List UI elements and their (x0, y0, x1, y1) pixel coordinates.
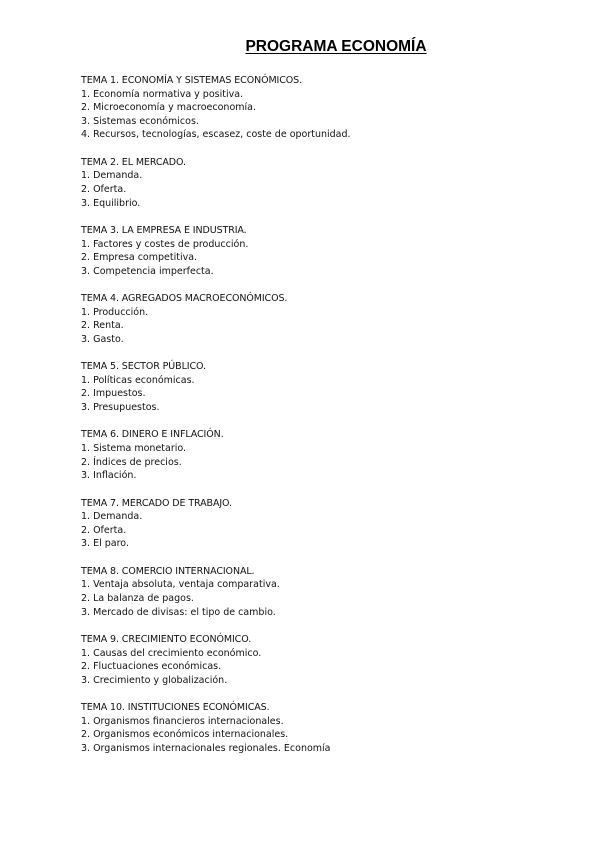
tema-item: 2. Oferta. (81, 524, 127, 536)
tema-section (81, 428, 581, 482)
tema-section (81, 156, 581, 210)
tema-title: TEMA 9. CRECIMIENTO ECONÓMICO. (81, 633, 252, 645)
tema-item: 3. Mercado de divisas: el tipo de cambio. (81, 606, 276, 618)
tema-title: TEMA 4. AGREGADOS MACROECONÓMICOS. (81, 293, 288, 305)
tema-item: 2. Oferta. (81, 183, 127, 195)
tema-item: 2. Impuestos. (81, 388, 146, 400)
tema-item: 1. Organismos financieros internacionales. (81, 715, 284, 727)
tema-item: 1. Economía normativa y positiva. (81, 88, 244, 100)
tema-item: 2. Índices de precios. (81, 456, 182, 468)
page-title: PROGRAMA ECONOMÍA (245, 38, 427, 55)
tema-section (81, 224, 581, 278)
tema-item: 3. Organismos internacionales regionales. Economía (81, 742, 331, 754)
tema-item: 3. Equilibrio. (81, 197, 141, 209)
tema-item: 3. Inflación. (81, 470, 137, 482)
tema-item: 2. Organismos económicos internacionales. (81, 729, 289, 741)
tema-item: 1. Causas del crecimiento económico. (81, 647, 262, 659)
tema-section (81, 497, 581, 551)
tema-section (81, 360, 581, 414)
tema-title: TEMA 10. INSTITUCIONES ECONÓMICAS. (81, 702, 270, 714)
tema-section (81, 701, 581, 755)
tema-title: TEMA 8. COMERCIO INTERNACIONAL. (81, 565, 255, 577)
tema-title: TEMA 3. LA EMPRESA E INDUSTRIA. (81, 224, 247, 236)
tema-item: 1. Demanda. (81, 170, 143, 182)
tema-item: 3. El paro. (81, 538, 129, 550)
tema-item: 2. La balanza de pagos. (81, 592, 194, 604)
tema-item: 1. Demanda. (81, 511, 143, 523)
tema-item: 1. Producción. (81, 306, 149, 318)
tema-title: TEMA 7. MERCADO DE TRABAJO. (81, 497, 232, 509)
tema-section (81, 565, 581, 619)
tema-section (81, 74, 581, 142)
tema-item: 2. Microeconomía y macroeconomía. (81, 102, 256, 114)
tema-item: 2. Fluctuaciones económicas. (81, 661, 222, 673)
tema-item: 1. Políticas económicas. (81, 374, 195, 386)
tema-title: TEMA 2. EL MERCADO. (81, 156, 186, 168)
tema-item: 3. Gasto. (81, 333, 124, 345)
tema-section (81, 633, 581, 687)
tema-section (81, 292, 581, 346)
syllabus-content (81, 74, 581, 769)
tema-item: 2. Empresa competitiva. (81, 252, 198, 264)
tema-title: TEMA 5. SECTOR PÚBLICO. (81, 361, 206, 373)
tema-item: 4. Recursos, tecnologías, escasez, coste de oportunidad. (81, 129, 351, 141)
tema-item: 3. Crecimiento y globalización. (81, 674, 228, 686)
tema-item: 3. Sistemas económicos. (81, 115, 199, 127)
tema-title: TEMA 6. DINERO E INFLACIÓN. (81, 429, 224, 441)
tema-item: 1. Ventaja absoluta, ventaja comparativa. (81, 579, 280, 591)
tema-item: 1. Sistema monetario. (81, 443, 187, 455)
tema-title: TEMA 1. ECONOMÍA Y SISTEMAS ECONÓMICOS. (81, 75, 303, 86)
tema-item: 3. Presupuestos. (81, 402, 160, 414)
tema-item: 1. Factores y costes de producción. (81, 238, 249, 250)
tema-item: 2. Renta. (81, 320, 124, 332)
tema-item: 3. Competencia imperfecta. (81, 265, 214, 277)
